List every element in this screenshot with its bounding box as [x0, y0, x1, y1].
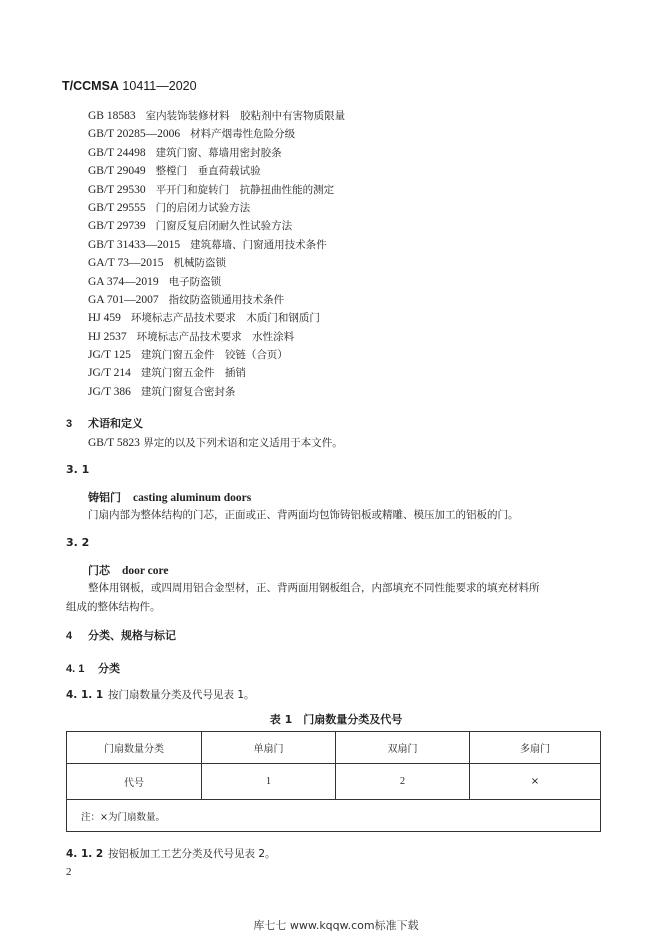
term-3-2-number: 3. 2 — [66, 536, 90, 549]
reference-code: GA 374—2019 — [88, 275, 159, 288]
reference-title: 建筑门窗复合密封条 — [140, 385, 236, 398]
term-3-1-heading — [88, 489, 251, 505]
clause-number: 4. 1. 1 — [66, 689, 104, 701]
reference-code: GB/T 29555 — [88, 201, 146, 214]
reference-code: GB/T 20285—2006 — [88, 128, 181, 141]
reference-title: 建筑幕墙、门窗通用技术条件 — [190, 238, 327, 251]
reference-title: 环境标志产品技术要求 水性涂料 — [136, 330, 295, 343]
reference-code: GB/T 29530 — [88, 183, 146, 196]
reference-title: 机械防盗锁 — [173, 257, 226, 270]
reference-item — [88, 346, 345, 364]
reference-code: GB/T 31433—2015 — [88, 238, 181, 251]
reference-item — [88, 199, 345, 217]
reference-item — [88, 181, 345, 199]
section-title: 术语和定义 — [88, 417, 143, 430]
table-header-cell: 双扇门 — [336, 732, 470, 764]
table-1 — [66, 731, 601, 832]
reference-item — [88, 383, 345, 401]
reference-code: JG/T 386 — [88, 385, 131, 398]
reference-item — [88, 236, 345, 254]
reference-item — [88, 144, 345, 162]
table-cell: × — [470, 764, 601, 800]
table-header-row — [67, 732, 601, 764]
term-3-1-number: 3. 1 — [66, 463, 90, 476]
intro-text: 界定的以及下列术语和定义适用于本文件。 — [139, 437, 343, 449]
table-cell: 代号 — [67, 764, 202, 800]
clause-text: 按铝板加工工艺分类及代号见表 2。 — [108, 848, 276, 860]
reference-title: 指纹防盗锁通用技术条件 — [168, 293, 285, 306]
reference-item — [88, 273, 345, 291]
standard-prefix: T/CCMSA — [62, 79, 119, 93]
table-header-cell: 门扇数量分类 — [67, 732, 202, 764]
table-cell: 1 — [202, 764, 336, 800]
term-3-2-definition-line1: 整体用钢板，或四周用铝合金型材，正、背两面用钢板组合，内部填充不同性能要求的填充材料所 — [88, 582, 540, 594]
section-4-heading — [66, 627, 176, 643]
table-note: 注：×为门扇数量。 — [67, 800, 601, 832]
reference-title: 平开门和旋转门 抗静扭曲性能的测定 — [155, 183, 335, 196]
reference-item — [88, 125, 345, 143]
reference-title: 门窗反复启闭耐久性试验方法 — [155, 220, 293, 233]
section-number: 4 — [66, 630, 73, 642]
clause-text: 按门扇数量分类及代号见表 1。 — [108, 689, 255, 701]
reference-code: HJ 459 — [88, 312, 121, 325]
reference-title: 门的启闭力试验方法 — [155, 201, 251, 214]
term-en: door core — [122, 565, 169, 577]
reference-title: 室内装饰装修材料 胶粘剂中有害物质限量 — [145, 110, 346, 122]
section-title: 分类、规格与标记 — [88, 629, 176, 642]
reference-item — [88, 107, 345, 125]
term-3-2-heading — [88, 562, 169, 578]
table-note-row — [67, 800, 601, 832]
term-3-1-definition: 门扇内部为整体结构的门芯，正面或正、背两面均包饰铸铝板或精雕、模压加工的铝板的门。 — [88, 509, 519, 521]
reference-title: 整樘门 垂直荷载试验 — [155, 165, 261, 178]
reference-code: GB/T 24498 — [88, 146, 146, 159]
section-3-heading — [66, 415, 143, 431]
reference-title: 材料产烟毒性危险分级 — [190, 128, 296, 141]
reference-title: 环境标志产品技术要求 木质门和钢质门 — [130, 312, 320, 325]
term-en: casting aluminum doors — [133, 492, 252, 504]
term-zh: 门芯 — [88, 564, 110, 577]
reference-title: 建筑门窗、幕墙用密封胶条 — [155, 146, 282, 159]
reference-item — [88, 328, 345, 346]
table-header-cell: 单扇门 — [202, 732, 336, 764]
reference-code: GB/T 29049 — [88, 165, 146, 178]
standard-number: 10411—2020 — [118, 79, 197, 93]
clause-number: 4. 1. 2 — [66, 848, 104, 860]
reference-code: GA 701—2007 — [88, 293, 159, 306]
table-1-title: 表 1 门扇数量分类及代号 — [269, 713, 403, 726]
reference-title: 建筑门窗五金件 插销 — [140, 367, 246, 380]
table-cell: 2 — [336, 764, 470, 800]
table-row — [67, 764, 601, 800]
section-title: 分类 — [98, 662, 120, 675]
reference-code: GB/T 29739 — [88, 220, 146, 233]
section-4-1-heading — [66, 660, 120, 676]
clause-4-1-1 — [66, 686, 255, 705]
reference-item — [88, 254, 345, 272]
section-number: 4. 1 — [66, 663, 85, 675]
reference-code: HJ 2537 — [88, 330, 127, 343]
reference-item — [88, 364, 345, 382]
reference-code: GB 18583 — [88, 110, 136, 122]
section-3-intro — [88, 434, 343, 453]
reference-item — [88, 217, 345, 235]
intro-standard-code: GB/T 5823 — [88, 437, 140, 449]
reference-code: GA/T 73—2015 — [88, 257, 164, 270]
reference-title: 建筑门窗五金件 铰链（合页） — [140, 349, 288, 362]
reference-item — [88, 309, 345, 327]
table-header-cell: 多扇门 — [470, 732, 601, 764]
reference-item — [88, 162, 345, 180]
reference-title: 电子防盗锁 — [168, 275, 222, 288]
standard-header — [62, 79, 197, 93]
reference-item — [88, 291, 345, 309]
reference-code: JG/T 214 — [88, 367, 131, 380]
term-3-2-definition-line2: 组成的整体结构件。 — [66, 601, 161, 613]
normative-references-list — [88, 107, 345, 401]
page-number: 2 — [66, 866, 72, 878]
clause-4-1-2 — [66, 845, 276, 864]
reference-code: JG/T 125 — [88, 349, 131, 362]
term-zh: 铸铝门 — [88, 491, 121, 504]
section-number: 3 — [66, 418, 73, 430]
watermark-footer: 库七七 www.kqqw.com标准下载 — [253, 919, 419, 932]
